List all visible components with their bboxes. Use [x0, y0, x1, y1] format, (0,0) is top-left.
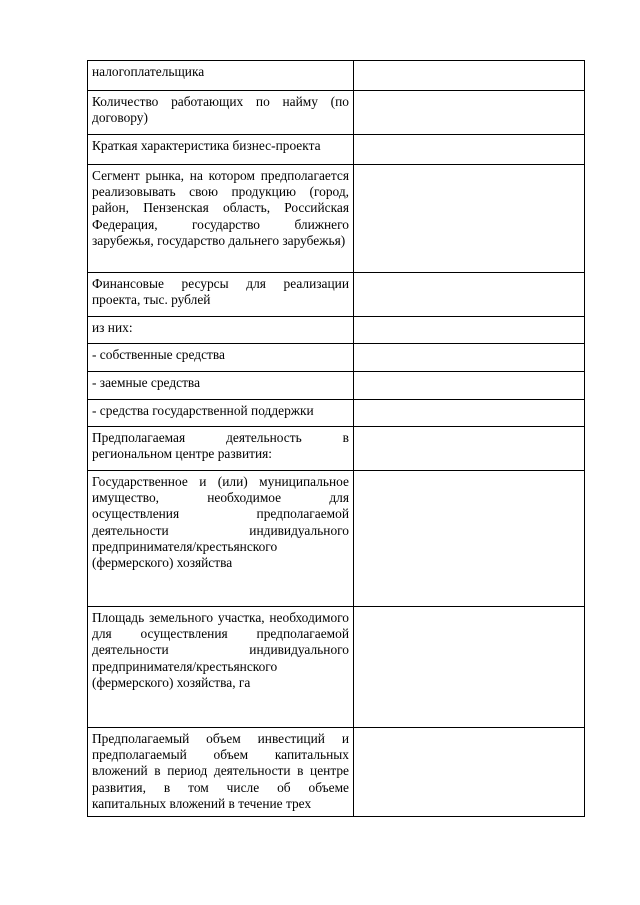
row-label-market-segment: Сегмент рынка, на котором предполагается реализовывать свою продукцию (город, район, Пензенская область, Российская Федерация, государство ближнего зарубежья, государство дальнего зарубежья)	[88, 165, 354, 273]
table-row	[88, 135, 585, 165]
table-row	[88, 471, 585, 607]
table-row	[88, 61, 585, 91]
row-value-investment-volume[interactable]	[354, 728, 585, 817]
table-row	[88, 273, 585, 317]
table-row	[88, 165, 585, 273]
row-label-required-property: Государственное и (или) муниципальное имущество, необходимое для осуществления предполагаемой деятельности индивидуального предпринимателя/крестьянского (фермерского) хозяйства	[88, 471, 354, 607]
row-label-financial-resources: Финансовые ресурсы для реализации проекта, тыс. рублей	[88, 273, 354, 317]
row-value-own-funds[interactable]	[354, 344, 585, 372]
row-label-land-area: Площадь земельного участка, необходимого для осуществления предполагаемой деятельности индивидуального предпринимателя/крестьянского (фермерского) хозяйства, га	[88, 607, 354, 728]
row-value-market-segment[interactable]	[354, 165, 585, 273]
row-label-state-support-funds: - средства государственной поддержки	[88, 400, 354, 427]
row-value-planned-activity[interactable]	[354, 427, 585, 471]
row-label-project-summary: Краткая характеристика бизнес-проекта	[88, 135, 354, 165]
table-row	[88, 372, 585, 400]
row-label-own-funds: - собственные средства	[88, 344, 354, 372]
application-form-table	[87, 60, 585, 817]
row-label-employees-count: Количество работающих по найму (по договору)	[88, 91, 354, 135]
table-row	[88, 427, 585, 471]
row-label-borrowed-funds: - заемные средства	[88, 372, 354, 400]
row-label-planned-activity: Предполагаемая деятельность в региональном центре развития:	[88, 427, 354, 471]
row-label-of-which: из них:	[88, 317, 354, 344]
row-value-financial-resources[interactable]	[354, 273, 585, 317]
row-value-of-which[interactable]	[354, 317, 585, 344]
row-label-investment-volume: Предполагаемый объем инвестиций и предполагаемый объем капитальных вложений в период деятельности в центре развития, в том числе об объеме капитальных вложений в течение трех	[88, 728, 354, 817]
row-value-borrowed-funds[interactable]	[354, 372, 585, 400]
table-row	[88, 400, 585, 427]
row-value-employees-count[interactable]	[354, 91, 585, 135]
row-value-state-support-funds[interactable]	[354, 400, 585, 427]
row-value-project-summary[interactable]	[354, 135, 585, 165]
table-row	[88, 728, 585, 817]
table-row	[88, 317, 585, 344]
row-label-taxpayer: налогоплательщика	[88, 61, 354, 91]
table-row	[88, 344, 585, 372]
row-value-required-property[interactable]	[354, 471, 585, 607]
row-value-land-area[interactable]	[354, 607, 585, 728]
table-row	[88, 91, 585, 135]
table-row	[88, 607, 585, 728]
row-value-taxpayer[interactable]	[354, 61, 585, 91]
